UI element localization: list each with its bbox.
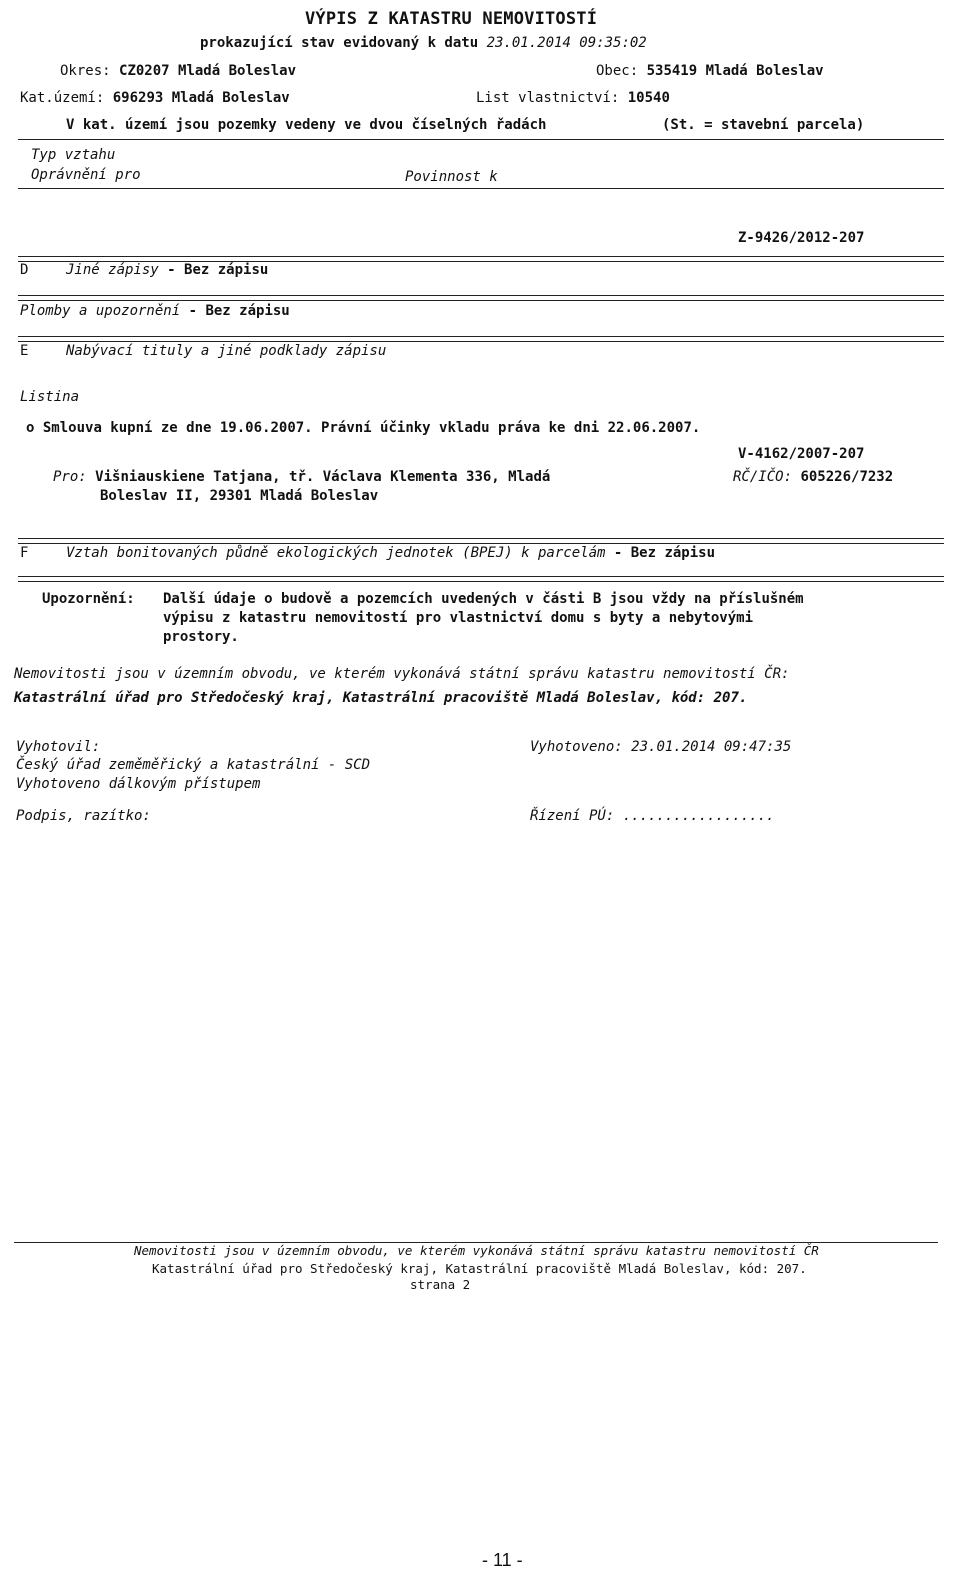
listina-entry	[26, 420, 700, 436]
reference-number: Z-9426/2012-207	[738, 230, 865, 246]
pro-value-2: Boleslav II, 29301 Mladá Boleslav	[100, 488, 379, 504]
document-detail: ze dne 19.06.2007. Právní účinky vkladu práva ke dni 22.06.2007.	[152, 420, 701, 436]
rizeni-pu: Řízení PÚ: ..................	[530, 808, 775, 824]
subtitle	[200, 35, 647, 51]
povinnost-heading: Povinnost k	[405, 169, 498, 185]
document-name: Smlouva kupní	[42, 420, 153, 436]
vyhotoveno-row	[530, 739, 791, 755]
bullet-icon: o	[26, 420, 35, 436]
section-f	[66, 545, 715, 561]
katuzemi-note: V kat. území jsou pozemky vedeny ve dvou číselných řadách	[66, 117, 547, 133]
obvod-line-1: Nemovitosti jsou v územním obvodu, ve kterém vykonává státní správu katastru nemovitostí ČR:	[14, 666, 790, 682]
okres-value: CZ0207 Mladá Boleslav	[119, 63, 297, 79]
footer-page-label: strana 2	[410, 1277, 471, 1292]
listina-label: Listina	[20, 389, 80, 405]
pro-value-1: Višniauskiene Tatjana, tř. Václava Klementa 336, Mladá	[95, 469, 551, 485]
okres-row	[60, 63, 296, 79]
section-d	[66, 262, 268, 278]
subtitle-date: 23.01.2014 09:35:02	[486, 35, 647, 51]
rc-row	[733, 469, 893, 485]
section-d-letter: D	[20, 262, 29, 278]
section-f-label: Vztah bonitovaných půdně ekologických jednotek (BPEJ) k parcelám	[66, 545, 606, 561]
footer-line-1: Nemovitosti jsou v územním obvodu, ve kterém vykonává státní správu katastru nemovitostí ČR	[134, 1243, 819, 1258]
listina-reference: V-4162/2007-207	[738, 446, 865, 462]
document-title: VÝPIS Z KATASTRU NEMOVITOSTÍ	[305, 9, 598, 29]
opravneni-heading: Oprávnění pro	[31, 167, 141, 183]
remote-access-note: Vyhotoveno dálkovým přístupem	[16, 776, 261, 792]
footer-line-2: Katastrální úřad pro Středočeský kraj, Katastrální pracoviště Mladá Boleslav, kód: 207.	[152, 1261, 807, 1276]
upozorneni-line-1: Další údaje o budově a pozemcích uvedených v části B jsou vždy na příslušném	[163, 591, 804, 607]
upozorneni-label: Upozornění:	[42, 591, 135, 607]
katuzemi-note-right: (St. = stavební parcela)	[662, 117, 865, 133]
katuzemi-row	[20, 90, 290, 106]
divider	[18, 188, 944, 189]
upozorneni-line-2: výpisu z katastru nemovitostí pro vlastnictví domu s byty a nebytovými	[163, 610, 754, 626]
section-e-label: Nabývací tituly a jiné podklady zápisu	[66, 343, 387, 359]
double-divider	[18, 336, 944, 342]
subtitle-prefix: prokazující stav evidovaný k datu	[200, 35, 479, 51]
lv-label: List vlastnictví:	[476, 90, 620, 106]
page-number: - 11 -	[482, 1550, 523, 1570]
vyhotoveno-value: 23.01.2014 09:47:35	[631, 739, 792, 755]
double-divider	[18, 295, 944, 301]
plomby-value: - Bez zápisu	[188, 303, 290, 319]
section-f-value: - Bez zápisu	[613, 545, 716, 561]
upozorneni-line-3: prostory.	[163, 629, 239, 645]
pro-label: Pro:	[53, 469, 87, 485]
obec-row	[596, 63, 824, 79]
obvod-line-2: Katastrální úřad pro Středočeský kraj, Katastrální pracoviště Mladá Boleslav, kód: 207.	[14, 690, 748, 706]
pro-line-1	[53, 469, 550, 485]
plomby	[20, 303, 290, 319]
obec-label: Obec:	[596, 63, 639, 79]
rc-label: RČ/IČO:	[733, 469, 793, 485]
katuzemi-value: 696293 Mladá Boleslav	[112, 90, 290, 106]
vyhotovil-label: Vyhotovil:	[16, 739, 101, 755]
okres-label: Okres:	[60, 63, 111, 79]
signature-label: Podpis, razítko:	[16, 808, 151, 824]
rc-value: 605226/7232	[800, 469, 894, 485]
section-d-label: Jiné zápisy	[66, 262, 159, 278]
plomby-label: Plomby a upozornění	[20, 303, 181, 319]
obec-value: 535419 Mladá Boleslav	[646, 63, 824, 79]
section-f-letter: F	[20, 545, 29, 561]
lv-row	[476, 90, 670, 106]
section-e-letter: E	[20, 343, 29, 359]
double-divider	[18, 538, 944, 544]
lv-value: 10540	[627, 90, 670, 106]
double-divider	[18, 576, 944, 582]
katuzemi-label: Kat.území:	[20, 90, 105, 106]
issuing-office: Český úřad zeměměřický a katastrální - SCD	[16, 757, 371, 773]
divider	[18, 139, 944, 140]
typ-vztahu-heading: Typ vztahu	[31, 147, 116, 163]
section-d-value: - Bez zápisu	[167, 262, 269, 278]
vyhotoveno-label: Vyhotoveno:	[530, 739, 623, 755]
